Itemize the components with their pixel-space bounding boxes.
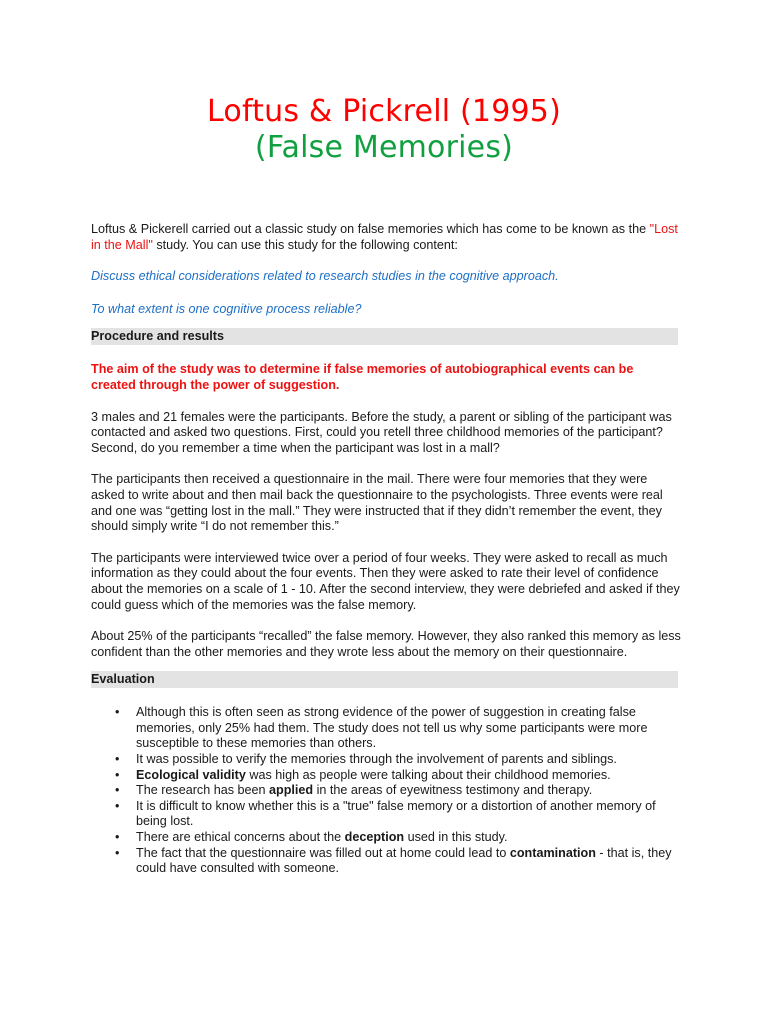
intro-highlight: "Lost in the Mall" (91, 222, 678, 252)
bullet-marker: • (115, 767, 120, 782)
study-aim: The aim of the study was to determine if false memories of autobiographical events can be created through the power of suggestion. (91, 362, 634, 392)
evaluation-item-text: It is difficult to know whether this is a "true" false memory or a distortion of another memory of being lost. (136, 798, 656, 829)
prompt-reliability: To what extent is one cognitive process reliable? (91, 301, 362, 316)
procedure-paragraph: The participants then received a questionnaire in the mail. There were four memories that they were asked to write about and then mail back the questionnaire to the psychologists. Three events were real and one was “getting lost in the mall.” They were instructed that if they didn’t remember the event, they should simply write “I do not remember this.” (91, 472, 663, 534)
procedure-heading: Procedure and results (91, 328, 678, 345)
intro-text-before: Loftus & Pickerell carried out a classic study on false memories which has come to be known as the (91, 222, 650, 236)
document-title: Loftus & Pickrell (1995) (207, 94, 561, 129)
evaluation-heading: Evaluation (91, 671, 678, 688)
evaluation-item-bold: deception (344, 830, 405, 845)
results-paragraph: About 25% of the participants “recalled” the false memory. However, they also ranked this memory as less confident than the other memories and they wrote less about the memory on their questionnaire. (91, 629, 681, 659)
document-body (91, 222, 681, 877)
document-subtitle: (False Memories) (254, 130, 514, 165)
evaluation-list (91, 705, 681, 877)
bullet-marker: • (115, 830, 120, 845)
evaluation-item-text: There are ethical concerns about the (136, 830, 345, 845)
bullet-marker: • (115, 752, 120, 767)
intro-text-after: study. You can use this study for the following content: (152, 237, 458, 252)
evaluation-item (91, 768, 681, 784)
evaluation-item (91, 705, 681, 752)
bullet-marker: • (115, 705, 120, 720)
evaluation-item-text: Although this is often seen as strong evidence of the power of suggestion in creating false memories, only 25% had them. The study does not tell us why some participants were more susceptible to these memories than others. (136, 705, 648, 751)
procedure-paragraph: The participants were interviewed twice over a period of four weeks. They were asked to recall as much information as they could about the four events. Then they were asked to rate their level of confidence about the memories on a scale of 1 - 10. After the second interview, they were debriefed and asked if they could guess which of the memories was the false memory. (91, 550, 680, 612)
evaluation-item-bold: contamination (509, 845, 596, 860)
bullet-marker: • (115, 783, 120, 798)
evaluation-item-text: The research has been (136, 783, 270, 798)
evaluation-item (91, 830, 681, 846)
evaluation-item (91, 846, 681, 877)
evaluation-item-text: - that is, they could have consulted with someone. (136, 845, 672, 876)
title-block (0, 94, 768, 166)
evaluation-item-bold: Ecological validity (136, 767, 246, 782)
evaluation-item-text: in the areas of eyewitness testimony and therapy. (313, 783, 593, 798)
evaluation-item (91, 752, 681, 768)
evaluation-item-bold: applied (269, 783, 314, 798)
evaluation-item-text: It was possible to verify the memories through the involvement of parents and siblings. (136, 752, 617, 767)
procedure-paragraph: 3 males and 21 females were the participants. Before the study, a parent or sibling of the participant was contacted and asked two questions. First, could you retell three childhood memories of the participant? Second, do you remember a time when the participant was lost in a mall? (91, 409, 672, 455)
intro-paragraph (91, 222, 681, 253)
evaluation-item-text: The fact that the questionnaire was filled out at home could lead to (136, 845, 510, 860)
evaluation-item (91, 783, 681, 799)
prompt-ethics: Discuss ethical considerations related to research studies in the cognitive approach. (91, 269, 559, 284)
evaluation-item (91, 799, 681, 830)
evaluation-item-text: was high as people were talking about their childhood memories. (245, 767, 611, 782)
evaluation-item-text: used in this study. (404, 830, 508, 845)
bullet-marker: • (115, 845, 120, 860)
bullet-marker: • (115, 798, 120, 813)
